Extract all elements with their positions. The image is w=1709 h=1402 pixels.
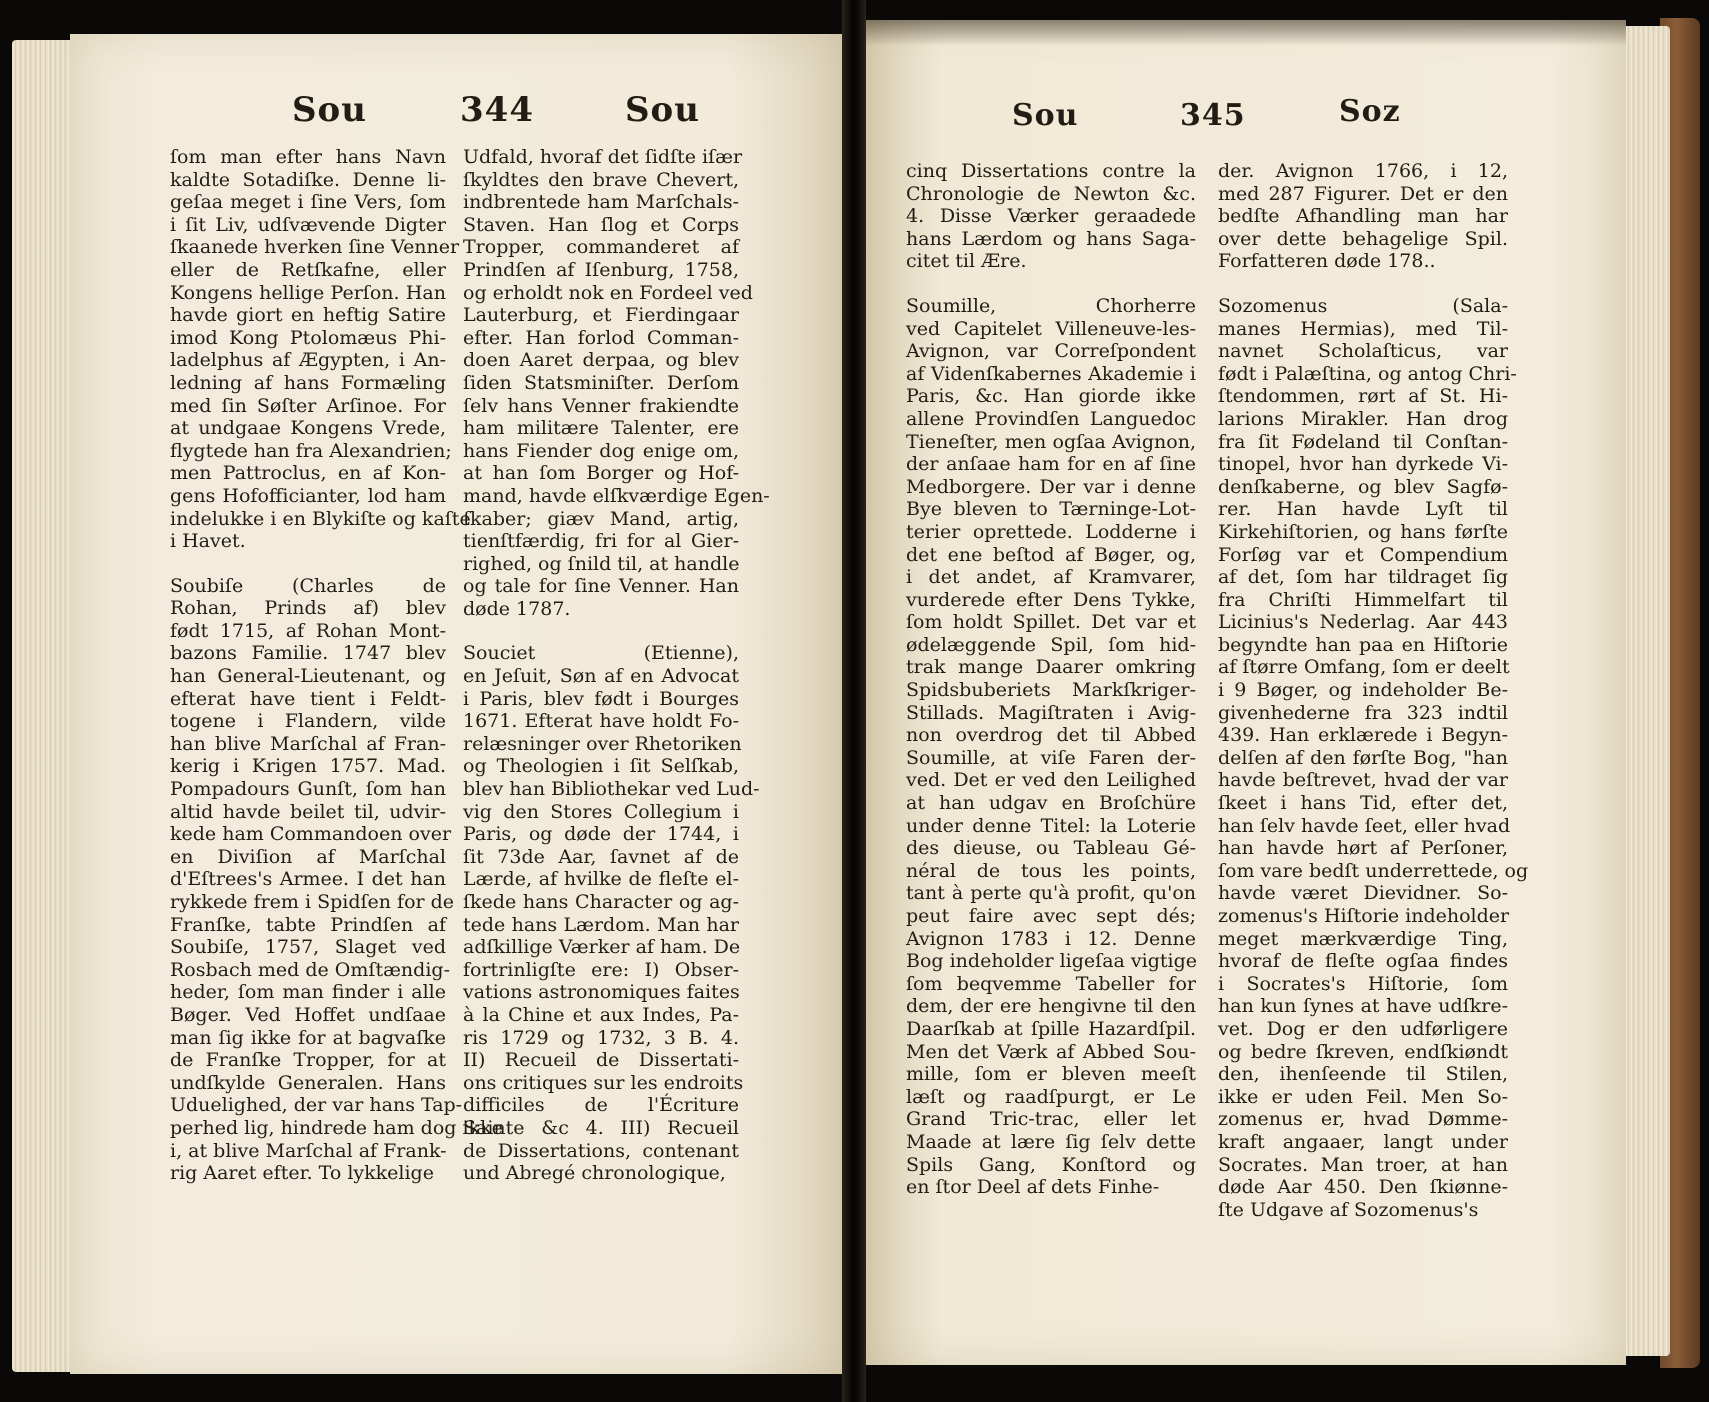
text-line: Medborgere. Der var i denne [906,475,1196,498]
text-line: i, at blive Marſchal af Frank- [170,1139,447,1162]
text-line: ved Capitelet Villeneuve-les- [906,317,1196,340]
text-line: adſkillige Værker af ham. De [463,936,741,959]
text-line: allene Provindſen Languedoc [906,407,1196,430]
text-line: Tieneſter, men ogſaa Avignon, [906,430,1196,453]
text-line: citet til Ære. [906,250,1027,273]
text-line: Avignon 1783 i 12. Denne [906,927,1196,950]
text-line: 439. Han erklærede i Begyn- [1218,724,1508,747]
text-line: ſiden Statsminiſter. Derſom [463,371,739,394]
text-line: over dette behagelige Spil. [1218,227,1508,250]
text-line: i Paris, blev født i Bourges [463,687,739,710]
text-line: og Theologien i ſit Selſkab, [463,755,739,778]
text-line: terier oprettede. Lodderne i [906,520,1196,543]
text-line: ſkede hans Character og ag- [463,891,739,913]
text-line: en ſtor Deel af dets Finhe- [906,1176,1160,1199]
text-line: heder, ſom man finder i alle [170,981,446,1004]
text-line: og bedre ſkreven, endſkiøndt [1218,1040,1508,1063]
text-line: eller de Retſkafne, eller [170,258,446,281]
text-line: det ene beſtod af Bøger, og, [906,543,1196,566]
text-line: ved. Det er ved den Leilighed [906,769,1196,792]
text-line: doen Aaret derpaa, og blev [463,349,739,372]
text-line: rig Aaret efter. To lykkelige [170,1162,434,1185]
text-line: med ſin Søſter Arſinoe. For [170,394,446,417]
text-line: denſkaberne, og blev Sagfø- [1218,475,1508,498]
text-line: difficiles de l'Écriture [463,1094,739,1117]
text-line: vations astronomiques faites [463,981,740,1004]
text-line: indelukke i en Blykiſte og kaſte [170,507,471,530]
text-line: Staven. Han ſlog et Corps [463,213,739,236]
text-line: ſkeet i hans Tid, efter det, [1218,792,1508,815]
text-line: ſit 73de Aar, ſavnet af de [463,845,739,868]
text-line: de Franſke Tropper, for at [170,1049,446,1072]
right-page [866,20,1626,1365]
text-line: Tropper, commanderet af [463,236,739,259]
text-line: navnet Scholaſticus, var [1218,340,1508,363]
right-running-head-right: Soz [1339,94,1401,129]
text-line: hans Lærdom og hans Saga- [906,227,1196,250]
text-line: ris 1729 og 1732, 3 B. 4. [463,1026,739,1049]
right-page-edges [1620,26,1670,1356]
text-line: tinopel, hvor han dyrkede Vi- [1218,453,1508,476]
text-line: havde beſtrevet, hvad der var [1218,769,1508,792]
text-line: Kongens hellige Perſon. Han [170,281,446,304]
text-line: mand, havde elſkværdige Egen- [463,484,770,507]
left-page-column-1 [170,146,503,1185]
text-line: Sozomenus (Sala- [1218,294,1508,317]
text-line: imod Kong Ptolomæus Phi- [170,326,446,349]
right-page-column-2 [1218,160,1529,1221]
text-line: zomenus's Hiſtorie indeholder [1218,905,1510,927]
text-line: i 9 Bøger, og indeholder Be- [1218,679,1508,702]
text-line: Forſøg var et Compendium [1218,543,1508,566]
text-line: fortrinligſte ere: I) Obser- [463,958,739,981]
text-line: Maade at lære ſig ſelv dette [906,1130,1196,1153]
text-line: i Socrates's Hiſtorie, ſom [1218,972,1508,995]
text-line: d'Eſtrees's Armee. I det han [170,868,446,891]
text-line: ſom man efter hans Navn [170,146,446,168]
text-line: man ſig ikke for at bagvaſke [170,1026,446,1049]
text-line: bazons Familie. 1747 blev [170,642,446,665]
text-line: i Havet. [170,530,246,553]
text-line: den, ihenſeende til Stilen, [1218,1063,1508,1086]
text-line: givenhederne fra 323 indtil [1218,701,1508,724]
text-line: at han udgav en Broſchüre [906,792,1196,815]
text-line: Licinius's Nederlag. Aar 443 [1218,611,1508,634]
text-line: af Videnſkabernes Akademie i [906,362,1196,385]
text-line: Bye bleven to Tærninge-Lot- [906,498,1196,521]
left-page-number: 344 [460,90,534,130]
text-line: efter. Han forlod Comman- [463,326,739,349]
right-page-number: 345 [1180,98,1246,133]
text-line: rer. Han havde Lyſt til [1218,498,1508,521]
text-line: at undgaae Kongens Vrede, [170,417,446,440]
text-line: at han ſom Borger og Hof- [463,462,739,485]
text-line: non overdrog det til Abbed [906,724,1196,747]
text-line: fra ſit Fødeland til Conſtan- [1218,430,1508,453]
text-line: bedſte Afhandling man har [1218,205,1508,228]
text-line: en Jeſuit, Søn af en Advocat [463,665,739,688]
text-line: han blive Marſchal af Fran- [170,732,446,755]
text-line: delſen af den førſte Bog, "han [1218,746,1508,769]
text-line: Daarſkab at ſpille Hazardſpil. [906,1017,1196,1040]
text-line: tienſtfærdig, fri for al Gier- [463,530,739,553]
text-line: i ſit Liv, udſvævende Digter [170,213,446,236]
right-running-head-left: Sou [1012,98,1079,133]
text-line: født 1715, af Rohan Mont- [170,619,446,642]
text-line: døde 1787. [463,597,571,620]
text-line: kaldte Sotadiſke. Denne li- [170,168,446,191]
right-page-top-shadow [866,20,1626,46]
text-line: blev han Bibliothekar ved Lud- [463,778,760,801]
text-line: néral de tous les points, [906,859,1196,882]
text-line: ikke er uden Feil. Men So- [1218,1085,1508,1108]
text-line: og tale for ſine Venner. Han [463,575,739,598]
left-running-head-left: Sou [292,90,367,130]
text-line: Franſke, tabte Prindſen af [170,913,446,936]
text-line: der anſaae ham for en af ſine [906,453,1196,476]
text-line: zomenus er, hvad Dømme- [1218,1108,1508,1131]
text-line: larions Mirakler. Han drog [1218,407,1508,430]
text-line: peut faire avec sept dés; [906,905,1196,927]
text-line: indbrentede ham Marſchals- [463,191,739,214]
text-line: flygtede han fra Alexandrien; [170,439,452,462]
text-line: Soumille, Chorherre [906,294,1196,317]
text-line: Bøger. Ved Hoffet undſaae [170,1003,446,1026]
paragraph-gap [170,553,446,575]
text-line: Paris, &c. Han giorde ikke [906,385,1196,408]
text-line: han ſelv havde ſeet, eller hvad [1218,814,1511,837]
text-line: mille, ſom er bleven meeſt [906,1063,1196,1086]
text-line: Socrates. Man troer, at han [1218,1153,1508,1176]
text-line: fra Chriſti Himmelfart til [1218,588,1508,611]
text-line: geſaa meget i ſine Vers, ſom [170,191,446,214]
text-line: ødelæggende Spil, ſom hid- [906,633,1196,656]
text-line: men Pattroclus, en af Kon- [170,462,446,485]
text-line: Lauterburg, et Fierdingaar [463,304,739,327]
text-line: ſkaanede hverken ſine Venner [170,236,460,259]
text-line: Soubiſe, 1757, Slaget ved [170,936,446,959]
text-line: han havde hørt af Perſoner, [1218,837,1508,860]
left-page [70,34,842,1374]
text-line: à la Chine et aux Indes, Pa- [463,1003,739,1026]
text-line: han General-Lieutenant, og [170,665,446,688]
text-line: af ſtørre Omfang, ſom er deelt [1218,656,1510,679]
text-line: ſtendommen, rørt af St. Hi- [1218,385,1508,408]
text-line: kede ham Commandoen over [170,823,452,846]
paragraph-gap [1218,273,1508,295]
left-page-edges [12,40,76,1372]
text-line: kerig i Krigen 1757. Mad. [170,755,446,778]
text-line: II) Recueil de Dissertati- [463,1049,739,1072]
text-line: hvoraf de fleſte ogſaa findes [1218,950,1508,973]
text-line: Chronologie de Newton &c. [906,182,1196,205]
text-line: ledning af hans Formæling [170,371,446,394]
text-line: født i Palæſtina, og antog Chri- [1218,362,1517,385]
text-line: meget mærkværdige Ting, [1218,927,1508,950]
text-line: ſom holdt Spillet. Det var et [906,611,1196,634]
book-gutter [842,0,866,1402]
text-line: Avignon, var Correſpondent [906,340,1196,363]
text-line: ſom beqvemme Tabeller for [906,972,1196,995]
text-line: vurderede efter Dens Tykke, [906,588,1196,611]
right-page-column-1 [906,160,1196,1199]
text-line: des dieuse, ou Tableau Gé- [906,837,1196,860]
text-line: Spils Gang, Konſtord og [906,1153,1196,1176]
text-line: ham militære Talenter, ere [463,417,739,440]
text-line: Udfald, hvoraf det ſidſte iſær [463,146,743,168]
text-line: ſte Udgave af Sozomenus's [1218,1198,1479,1221]
text-line: hans Fiender dog enige om, [463,439,739,462]
text-line: tede hans Lærdom. Man har [463,913,739,936]
text-line: ſkyldtes den brave Chevert, [463,168,739,191]
text-line: ſelv hans Venner frakiendte [463,394,739,417]
text-line: efterat have tient i Feldt- [170,687,446,710]
text-line: 1671. Efterat have holdt Fo- [463,710,739,733]
text-line: ſom vare bedſt underrettede, og [1218,859,1529,882]
text-line: trak mange Daarer omkring [906,656,1196,679]
text-line: af det, ſom har tildraget ſig [1218,566,1508,589]
text-line: Pompadours Gunſt, ſom han [170,778,446,801]
text-line: dem, der ere hengivne til den [906,995,1196,1018]
text-line: Spidsbuberiets Markſkriger- [906,679,1196,702]
text-line: Rohan, Prinds af) blev [170,597,446,620]
text-line: døde Aar 450. Den ſkiønne- [1218,1176,1508,1199]
text-line: og erholdt nok en Fordeel ved [463,281,753,304]
text-line: Paris, og døde der 1744, i [463,823,739,846]
paragraph-gap [463,620,739,642]
text-line: under denne Titel: la Loterie [906,814,1196,837]
text-line: 4. Disse Værker geraadede [906,205,1196,228]
text-line: perhed lig, hindrede ham dog ikke [170,1116,503,1139]
text-line: ſkaber; giæv Mand, artig, [463,507,739,530]
text-line: gens Hofofficianter, lod ham [170,484,446,507]
text-line: ladelphus af Ægypten, i An- [170,349,446,372]
paragraph-gap [906,273,1196,295]
text-line: undſkylde Generalen. Hans [170,1071,446,1094]
text-line: Stillads. Magiſtraten i Avig- [906,701,1196,724]
text-line: Sainte &c 4. III) Recueil [463,1116,739,1139]
text-line: tant à perte qu'à profit, qu'on [906,882,1196,905]
text-line: med 287 Figurer. Det er den [1218,182,1508,205]
text-line: Kirkehiſtorien, og hans førſte [1218,520,1508,543]
text-line: Prindſen af Iſenburg, 1758, [463,258,739,281]
text-line: Rosbach med de Omſtændig- [170,958,450,981]
text-line: Soubiſe (Charles de [170,574,446,597]
text-line: læſt og raadſpurgt, er Le [906,1085,1196,1108]
text-line: havde været Dievidner. So- [1218,882,1508,905]
text-line: vig den Stores Collegium i [463,800,739,823]
text-line: Bog indeholder ligeſaa vigtige [906,950,1197,973]
text-line: rykkede frem i Spidſen for de [170,891,455,913]
left-page-column-2 [463,146,770,1185]
text-line: en Diviſion af Marſchal [170,845,446,868]
text-line: Souciet (Etienne), [463,642,739,665]
text-line: Forfatteren døde 178.. [1218,250,1436,273]
text-line: kraft angaaer, langt under [1218,1130,1508,1153]
text-line: cinq Dissertations contre la [906,160,1196,182]
text-line: relæsninger over Rhetoriken [463,732,742,755]
text-line: Men det Værk af Abbed Sou- [906,1040,1196,1063]
text-line: begyndte han paa en Hiſtorie [1218,633,1508,656]
text-line: und Abregé chronologique, [463,1162,726,1185]
text-line: i det andet, af Kramvarer, [906,566,1196,589]
text-line: de Dissertations, contenant [463,1139,739,1162]
text-line: altid havde beilet til, udvir- [170,800,446,823]
text-line: vet. Dog er den udførligere [1218,1017,1508,1040]
text-line: der. Avignon 1766, i 12, [1218,160,1508,182]
text-line: togene i Flandern, vilde [170,710,446,733]
text-line: manes Hermias), med Til- [1218,317,1508,340]
text-line: Lærde, af hvilke de fleſte el- [463,868,739,891]
text-line: Soumille, at viſe Faren der- [906,746,1196,769]
text-line: han kun ſynes at have udſkre- [1218,995,1508,1018]
text-line: righed, og ſnild til, at handle [463,552,740,575]
left-running-head-right: Sou [625,90,700,130]
text-line: ons critiques sur les endroits [463,1071,744,1094]
text-line: Grand Tric-trac, eller let [906,1108,1196,1131]
text-line: Uduelighed, der var hans Tap- [170,1094,463,1117]
text-line: havde giort en heftig Satire [170,304,446,327]
